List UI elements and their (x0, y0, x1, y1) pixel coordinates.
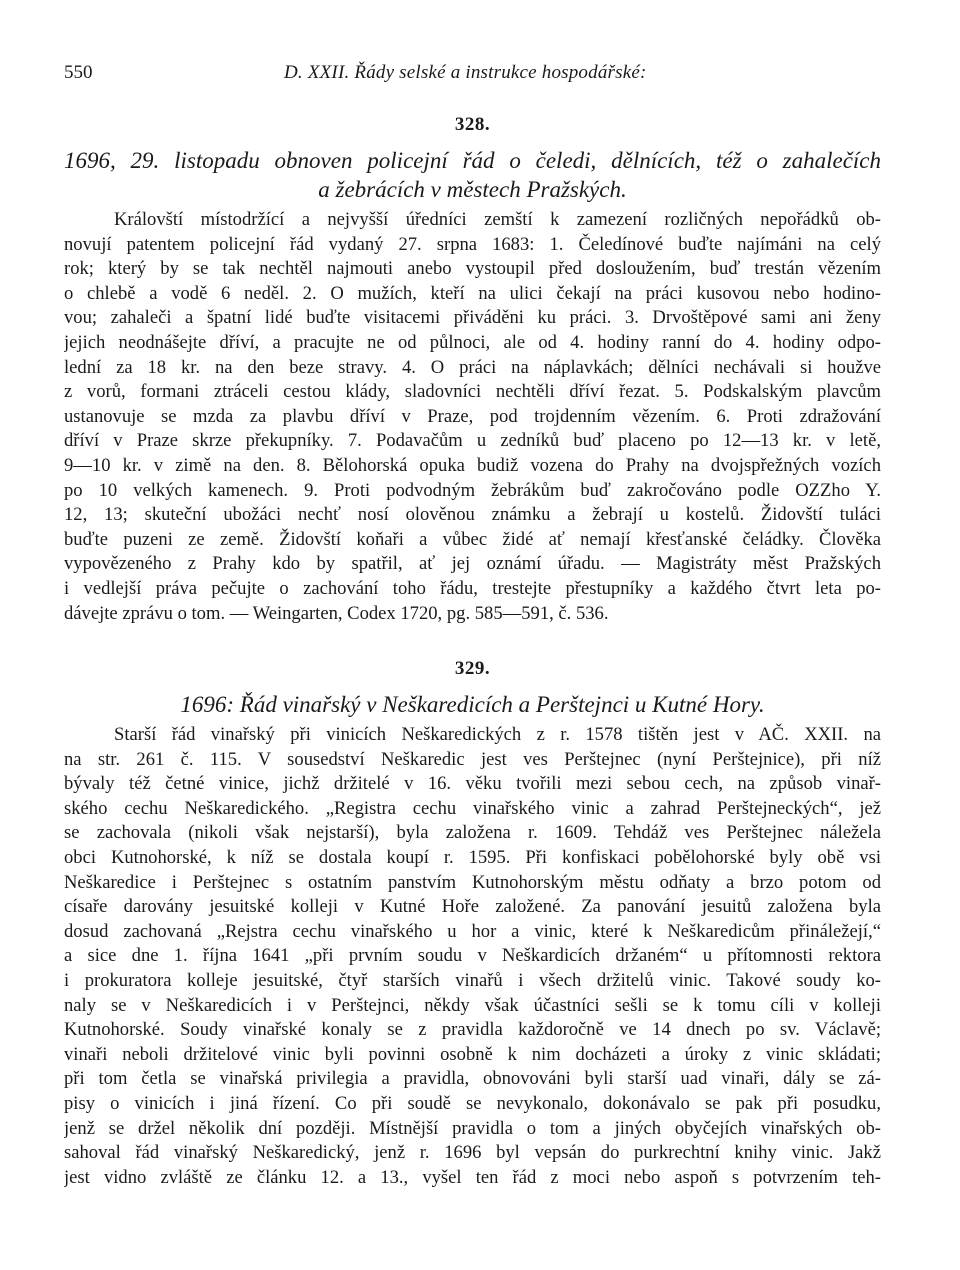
body-line: Královští místodržící a nejvyšší úředníci zemští k zamezení rozličných nepořádků ob- (114, 209, 881, 230)
body-line: Neškaredice i Perštejnec s ostatním panstvím Kutnohorským městu odňaty a brzo potom od (64, 871, 881, 893)
body-line: vou; zahaleči a špatní lidé buďte visitacemi přiváděni ku práci. 3. Drvoštěpové sami ani ženy (64, 307, 881, 329)
body-line: na str. 261 č. 115. V sousedství Neškaredic jest ves Perštejnec (nyní Perštejnice), při níž (64, 748, 881, 770)
document-body (64, 208, 881, 626)
heading-line: a žebrácích v městech Pražských. (318, 177, 627, 202)
document-heading (64, 690, 881, 719)
body-line: 12, 13; skuteční ubožáci nechť nosí olověnou známku a žebrají u kostelů. Židovští tuláci (64, 504, 881, 526)
body-line: Kutnohorské. Soudy vinařské konaly se z pravidla každoročně ve 14 dnech po sv. Václavě; (64, 1019, 881, 1041)
running-head (64, 58, 881, 86)
document-number: 329. (454, 658, 491, 680)
body-line: 9—10 kr. v zimě na den. 8. Bělohorská opuka budiž vozena do Prahy na dvojspřežných vozích (64, 454, 881, 476)
body-line: buďte puzeni ze země. Židovští koňaři a vůbec židé ať nemají křesťanské čeládky. Člověka (64, 528, 881, 550)
body-line: dávejte zprávu o tom. — Weingarten, Codex 1720, pg. 585—591, č. 536. (64, 602, 609, 624)
body-line: rok; který by se tak nechtěl najmouti anebo vystoupil před dosloužením, buď trestán vězením (64, 258, 881, 280)
running-title: D. XXII. Řády selské a instrukce hospodářské: (284, 62, 647, 83)
body-line: jenž se držel několik dní později. Místnější pravidla o tom a jiných obyčejích vinařských ob- (64, 1117, 881, 1139)
body-line: lední za 18 kr. na den beze stravy. 4. O práci na náplavkách; dělníci nechávali si houžve (64, 356, 881, 378)
body-line: naly se v Neškaredicích i v Perštejnci, někdy však účastníci sešli se k tomu cíli v kolleji (64, 994, 881, 1016)
heading-line: 1696: Řád vinařský v Neškaredicích a Perštejnci u Kutné Hory. (180, 692, 765, 718)
body-line: ustanovuje se mzda za plavbu dříví v Praze, pod trojdenním vězením. 6. Proti zdražování (64, 405, 881, 427)
body-line: i prokuratora kolleje jesuitské, čtyř starších vinařů i všech držitelů vinic. Takové soudy ko- (64, 970, 881, 992)
body-line: po 10 velkých kamenech. 9. Proti podvodným žebrákům buď zakročováno podle OZZho Y. (64, 479, 881, 501)
body-line: i vedlejší práva pečujte o zachování toho řádu, trestejte přestupníky a každého čtvrt leta po- (64, 577, 881, 599)
document-heading (64, 146, 881, 204)
page-number: 550 (64, 62, 93, 83)
document-328 (64, 114, 881, 626)
body-line: při tom četla se vinařská privilegia a pravidla, obnovováni byli starší uad vinaři, dály se zá- (64, 1068, 881, 1090)
body-line: se zachovala (nikoli však nejstarší), byla založena r. 1609. Tehdáž ves Perštejnec náležela (64, 822, 881, 844)
heading-line: 1696, 29. listopadu obnoven policejní řád o čeledi, dělnících, též o zahalečích (64, 148, 881, 173)
body-line: sahoval řád vinařský Neškaredický, jenž r. 1696 byl vepsán do purkrechtní knihy vinic. Jakž (64, 1142, 881, 1164)
body-line: bývaly též četné vinice, jichž držitelé v 16. věku tvořili mezi sebou cech, na způsob vinař- (64, 773, 881, 795)
body-line: Starší řád vinařský při vinicích Neškaredických z r. 1578 tištěn jest v AČ. XXII. na (114, 724, 881, 746)
document-number: 328. (454, 114, 491, 135)
document-page (64, 58, 881, 1190)
body-line: vypovězeného z Prahy kdo by spatřil, ať jej oznámí úřadu. — Magistráty měst Pražských (64, 553, 881, 575)
body-line: ského cechu Neškaredického. „Registra cechu vinařského vinic a zahrad Perštejneckých“, jež (64, 797, 881, 819)
body-line: a sice dne 1. října 1641 „při prvním soudu v Neškardicích držaném“ u přítomnosti rektora (64, 945, 881, 967)
body-line: novují patentem policejní řád vydaný 27. srpna 1683: 1. Čeledínové buďte najímáni na celý (64, 233, 881, 255)
body-line: pisy o vinicích i jiná řízení. Co při soudě se nevykonalo, dokonávalo se pak při posudku, (64, 1093, 881, 1114)
document-329 (64, 658, 881, 1190)
body-line: o chlebě a vodě 6 neděl. 2. O mužích, kteří na ulici čekají na práci kusovou nebo hodino- (64, 282, 881, 304)
body-line: vinaři neboli držitelové vinic byli povinni osobně k nim docházeti a úroky z vinic skládati; (64, 1043, 881, 1065)
body-line: dosud zachovaná „Rejstra cechu vinařského u hor a vinic, které k Neškaredicům přináležejí,“ (64, 920, 881, 942)
body-line: z vorů, formani ztráceli cestou klády, sladovníci nechtěli dříví řezat. 5. Podskalským plavcům (64, 381, 881, 403)
body-line: jest vidno zvláště ze článku 12. a 13., vyšel ten řád z moci nebo aspoň s potvrzením teh- (64, 1166, 881, 1188)
body-line: císaře darovány jesuitské kolleji v Kutné Hoře založené. Za panování jesuitů založena byla (64, 896, 881, 918)
document-body (64, 723, 881, 1190)
body-line: dříví v Praze skrze překupníky. 7. Podavačům u zedníků buď placeno po 12—13 kr. v letě, (64, 430, 881, 452)
body-line: obci Kutnohorské, k níž se dostala koupí r. 1595. Při konfiskaci pobělohorské byly obě vsi (64, 847, 881, 869)
body-line: jejich neodnášejte dříví, a pracujte ne od půlnoci, ale od 4. hodiny ranní do 4. hodiny odpo- (64, 331, 881, 353)
